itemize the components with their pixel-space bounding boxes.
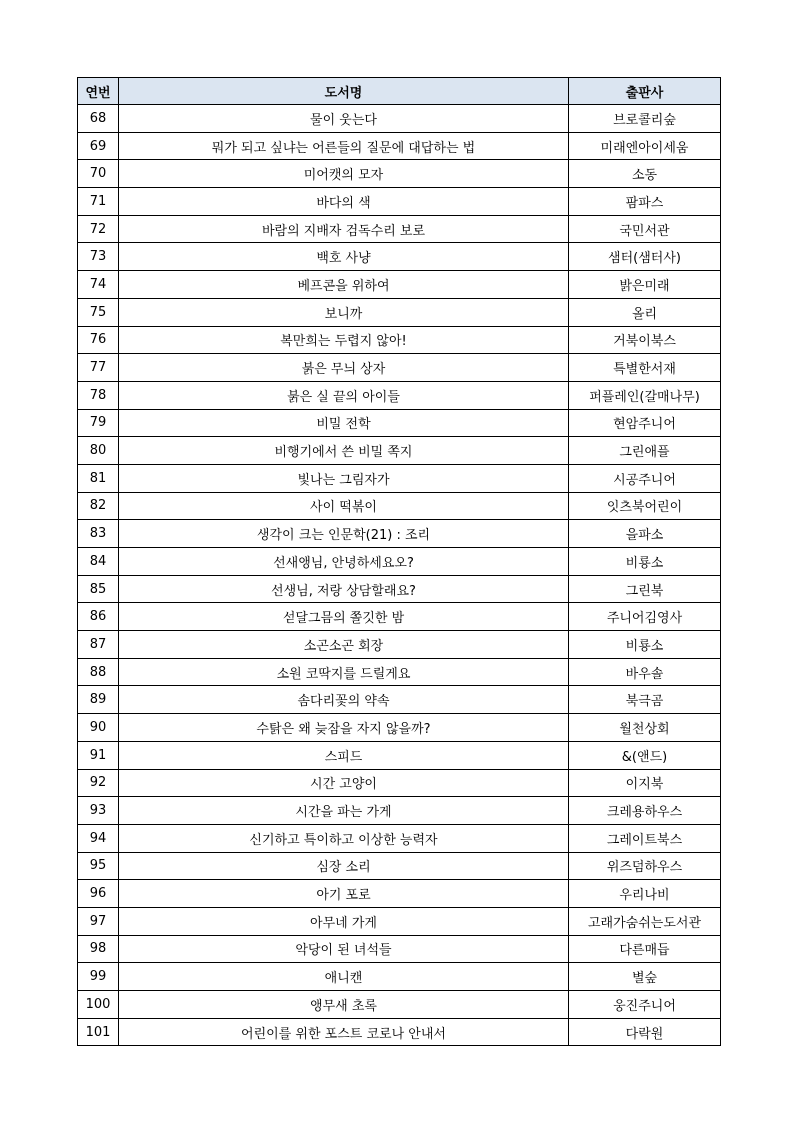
cell-title: 빛나는 그림자가 xyxy=(119,464,569,492)
cell-no: 94 xyxy=(78,824,119,852)
table-row xyxy=(78,880,721,908)
cell-no: 91 xyxy=(78,741,119,769)
cell-no: 79 xyxy=(78,409,119,437)
table-row xyxy=(78,243,721,271)
table-header-row xyxy=(78,78,721,105)
cell-no: 85 xyxy=(78,575,119,603)
cell-publisher: 특별한서재 xyxy=(569,354,721,382)
cell-publisher: 우리나비 xyxy=(569,880,721,908)
cell-no: 68 xyxy=(78,105,119,133)
table-row xyxy=(78,907,721,935)
cell-no: 98 xyxy=(78,935,119,963)
table-row xyxy=(78,963,721,991)
cell-title: 선새앵님, 안녕하세요오? xyxy=(119,548,569,576)
cell-title: 바다의 색 xyxy=(119,188,569,216)
cell-title: 시간 고양이 xyxy=(119,769,569,797)
table-row xyxy=(78,298,721,326)
cell-publisher: 웅진주니어 xyxy=(569,991,721,1019)
cell-no: 84 xyxy=(78,548,119,576)
cell-title: 어린이를 위한 포스트 코로나 안내서 xyxy=(119,1018,569,1046)
cell-publisher: 퍼플레인(갈매나무) xyxy=(569,381,721,409)
cell-no: 89 xyxy=(78,686,119,714)
table-row xyxy=(78,991,721,1019)
cell-no: 92 xyxy=(78,769,119,797)
cell-title: 보니까 xyxy=(119,298,569,326)
table-row xyxy=(78,437,721,465)
table-row xyxy=(78,188,721,216)
cell-publisher: 샘터(샘터사) xyxy=(569,243,721,271)
cell-publisher: 시공주니어 xyxy=(569,464,721,492)
cell-no: 74 xyxy=(78,271,119,299)
cell-publisher: 별숲 xyxy=(569,963,721,991)
cell-title: 베프콘을 위하여 xyxy=(119,271,569,299)
table-row xyxy=(78,215,721,243)
cell-title: 붉은 실 끝의 아이들 xyxy=(119,381,569,409)
cell-title: 수탉은 왜 늦잠을 자지 않을까? xyxy=(119,714,569,742)
cell-no: 71 xyxy=(78,188,119,216)
cell-title: 신기하고 특이하고 이상한 능력자 xyxy=(119,824,569,852)
table-row xyxy=(78,464,721,492)
cell-no: 86 xyxy=(78,603,119,631)
cell-publisher: 주니어김영사 xyxy=(569,603,721,631)
cell-publisher: 크레용하우스 xyxy=(569,797,721,825)
table-row xyxy=(78,603,721,631)
cell-publisher: 위즈덤하우스 xyxy=(569,852,721,880)
table-row xyxy=(78,658,721,686)
table-row xyxy=(78,824,721,852)
cell-title: 물이 웃는다 xyxy=(119,105,569,133)
table-row xyxy=(78,326,721,354)
cell-title: 앵무새 초록 xyxy=(119,991,569,1019)
cell-no: 76 xyxy=(78,326,119,354)
cell-publisher: 월천상회 xyxy=(569,714,721,742)
cell-title: 아기 포로 xyxy=(119,880,569,908)
cell-no: 101 xyxy=(78,1018,119,1046)
cell-publisher: 국민서관 xyxy=(569,215,721,243)
table-row xyxy=(78,797,721,825)
cell-no: 83 xyxy=(78,520,119,548)
cell-publisher: 소동 xyxy=(569,160,721,188)
table-body xyxy=(78,105,721,1046)
cell-publisher: 다른매듭 xyxy=(569,935,721,963)
cell-publisher: &(앤드) xyxy=(569,741,721,769)
cell-publisher: 거북이북스 xyxy=(569,326,721,354)
cell-title: 시간을 파는 가게 xyxy=(119,797,569,825)
cell-no: 80 xyxy=(78,437,119,465)
cell-no: 99 xyxy=(78,963,119,991)
cell-no: 87 xyxy=(78,631,119,659)
cell-no: 88 xyxy=(78,658,119,686)
cell-title: 붉은 무늬 상자 xyxy=(119,354,569,382)
cell-publisher: 고래가숨쉬는도서관 xyxy=(569,907,721,935)
cell-no: 95 xyxy=(78,852,119,880)
cell-publisher: 다락원 xyxy=(569,1018,721,1046)
cell-no: 90 xyxy=(78,714,119,742)
table-row xyxy=(78,381,721,409)
cell-title: 생각이 크는 인문학(21) : 조리 xyxy=(119,520,569,548)
cell-title: 아무네 가게 xyxy=(119,907,569,935)
cell-no: 70 xyxy=(78,160,119,188)
cell-publisher: 그린애플 xyxy=(569,437,721,465)
table-row xyxy=(78,714,721,742)
table-row xyxy=(78,686,721,714)
table-row xyxy=(78,520,721,548)
cell-title: 미어캣의 모자 xyxy=(119,160,569,188)
cell-no: 93 xyxy=(78,797,119,825)
cell-title: 악당이 된 녀석들 xyxy=(119,935,569,963)
cell-no: 73 xyxy=(78,243,119,271)
table-row xyxy=(78,631,721,659)
cell-no: 75 xyxy=(78,298,119,326)
cell-no: 96 xyxy=(78,880,119,908)
cell-publisher: 비룡소 xyxy=(569,548,721,576)
book-list-table xyxy=(77,77,721,1046)
cell-publisher: 팜파스 xyxy=(569,188,721,216)
table-row xyxy=(78,160,721,188)
cell-no: 97 xyxy=(78,907,119,935)
cell-title: 소곤소곤 회장 xyxy=(119,631,569,659)
table-row xyxy=(78,769,721,797)
cell-no: 69 xyxy=(78,132,119,160)
table-row xyxy=(78,852,721,880)
table-row xyxy=(78,132,721,160)
cell-publisher: 현암주니어 xyxy=(569,409,721,437)
table-row xyxy=(78,271,721,299)
table-row xyxy=(78,354,721,382)
cell-no: 82 xyxy=(78,492,119,520)
cell-title: 스피드 xyxy=(119,741,569,769)
table-row xyxy=(78,492,721,520)
cell-publisher: 그린북 xyxy=(569,575,721,603)
cell-publisher: 바우솔 xyxy=(569,658,721,686)
cell-publisher: 북극곰 xyxy=(569,686,721,714)
header-publisher: 출판사 xyxy=(569,78,721,105)
cell-title: 애니캔 xyxy=(119,963,569,991)
cell-title: 뭐가 되고 싶냐는 어른들의 질문에 대답하는 법 xyxy=(119,132,569,160)
cell-title: 바람의 지배자 검독수리 보로 xyxy=(119,215,569,243)
cell-title: 심장 소리 xyxy=(119,852,569,880)
table-row xyxy=(78,741,721,769)
cell-title: 솜다리꽃의 약속 xyxy=(119,686,569,714)
cell-publisher: 밝은미래 xyxy=(569,271,721,299)
cell-no: 78 xyxy=(78,381,119,409)
cell-no: 77 xyxy=(78,354,119,382)
cell-title: 백호 사냥 xyxy=(119,243,569,271)
header-no: 연번 xyxy=(78,78,119,105)
cell-publisher: 미래엔아이세움 xyxy=(569,132,721,160)
cell-no: 81 xyxy=(78,464,119,492)
table-row xyxy=(78,548,721,576)
cell-title: 소원 코딱지를 드릴게요 xyxy=(119,658,569,686)
table-row xyxy=(78,105,721,133)
cell-publisher: 그레이트북스 xyxy=(569,824,721,852)
cell-publisher: 이지북 xyxy=(569,769,721,797)
cell-publisher: 올리 xyxy=(569,298,721,326)
cell-no: 72 xyxy=(78,215,119,243)
header-title: 도서명 xyxy=(119,78,569,105)
table-row xyxy=(78,575,721,603)
cell-title: 복만희는 두렵지 않아! xyxy=(119,326,569,354)
table-row xyxy=(78,1018,721,1046)
cell-title: 비행기에서 쓴 비밀 쪽지 xyxy=(119,437,569,465)
table-row xyxy=(78,409,721,437)
cell-publisher: 을파소 xyxy=(569,520,721,548)
cell-title: 선생님, 저랑 상담할래요? xyxy=(119,575,569,603)
cell-publisher: 잇츠북어린이 xyxy=(569,492,721,520)
cell-publisher: 브로콜리숲 xyxy=(569,105,721,133)
cell-no: 100 xyxy=(78,991,119,1019)
cell-publisher: 비룡소 xyxy=(569,631,721,659)
table-row xyxy=(78,935,721,963)
cell-title: 섣달그믐의 쫄깃한 밤 xyxy=(119,603,569,631)
cell-title: 사이 떡볶이 xyxy=(119,492,569,520)
cell-title: 비밀 전학 xyxy=(119,409,569,437)
